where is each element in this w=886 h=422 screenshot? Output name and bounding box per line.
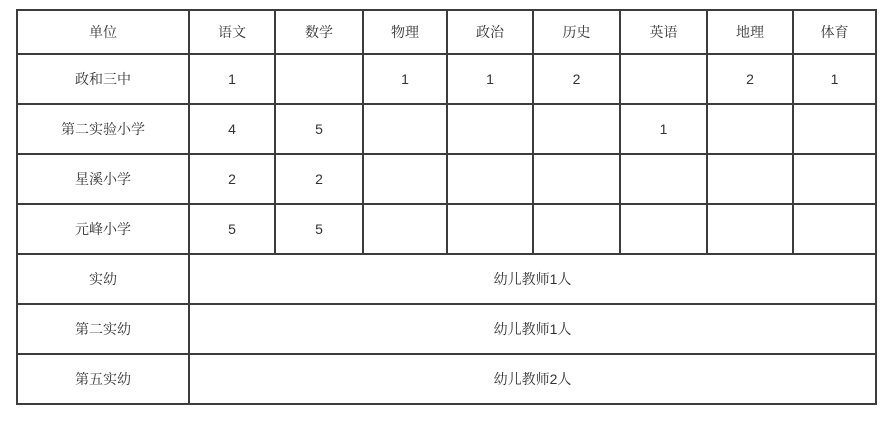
unit-cell: 第二实幼 [17, 304, 189, 354]
value-cell [275, 54, 363, 104]
value-cell: 1 [620, 104, 707, 154]
note-cell: 幼儿教师2人 [189, 354, 876, 404]
value-cell [447, 104, 533, 154]
value-cell: 5 [275, 104, 363, 154]
unit-cell: 实幼 [17, 254, 189, 304]
table-row [17, 254, 876, 304]
value-cell: 1 [363, 54, 447, 104]
value-cell [363, 204, 447, 254]
unit-cell: 第二实验小学 [17, 104, 189, 154]
column-header-geography: 地理 [707, 10, 793, 54]
table-row [17, 304, 876, 354]
value-cell: 2 [533, 54, 620, 104]
table-row [17, 204, 876, 254]
table-row [17, 154, 876, 204]
value-cell [533, 154, 620, 204]
column-header-physics: 物理 [363, 10, 447, 54]
value-cell [793, 154, 876, 204]
unit-cell: 政和三中 [17, 54, 189, 104]
value-cell [533, 104, 620, 154]
value-cell: 1 [447, 54, 533, 104]
value-cell [620, 204, 707, 254]
column-header-history: 历史 [533, 10, 620, 54]
column-header-pe: 体育 [793, 10, 876, 54]
value-cell [363, 104, 447, 154]
value-cell: 2 [275, 154, 363, 204]
value-cell [707, 104, 793, 154]
value-cell [447, 204, 533, 254]
value-cell: 2 [707, 54, 793, 104]
value-cell [620, 54, 707, 104]
note-cell: 幼儿教师1人 [189, 304, 876, 354]
value-cell [707, 204, 793, 254]
value-cell: 1 [189, 54, 275, 104]
value-cell [620, 154, 707, 204]
value-cell: 5 [189, 204, 275, 254]
value-cell: 1 [793, 54, 876, 104]
value-cell [707, 154, 793, 204]
staffing-table [16, 9, 877, 405]
column-header-politics: 政治 [447, 10, 533, 54]
header-row [17, 10, 876, 54]
value-cell: 4 [189, 104, 275, 154]
value-cell [533, 204, 620, 254]
unit-cell: 第五实幼 [17, 354, 189, 404]
table-row [17, 354, 876, 404]
value-cell: 5 [275, 204, 363, 254]
table-row [17, 104, 876, 154]
note-cell: 幼儿教师1人 [189, 254, 876, 304]
column-header-english: 英语 [620, 10, 707, 54]
value-cell [447, 154, 533, 204]
column-header-unit: 单位 [17, 10, 189, 54]
unit-cell: 元峰小学 [17, 204, 189, 254]
value-cell [793, 204, 876, 254]
column-header-math: 数学 [275, 10, 363, 54]
value-cell: 2 [189, 154, 275, 204]
value-cell [363, 154, 447, 204]
value-cell [793, 104, 876, 154]
unit-cell: 星溪小学 [17, 154, 189, 204]
column-header-chinese: 语文 [189, 10, 275, 54]
table-row [17, 54, 876, 104]
